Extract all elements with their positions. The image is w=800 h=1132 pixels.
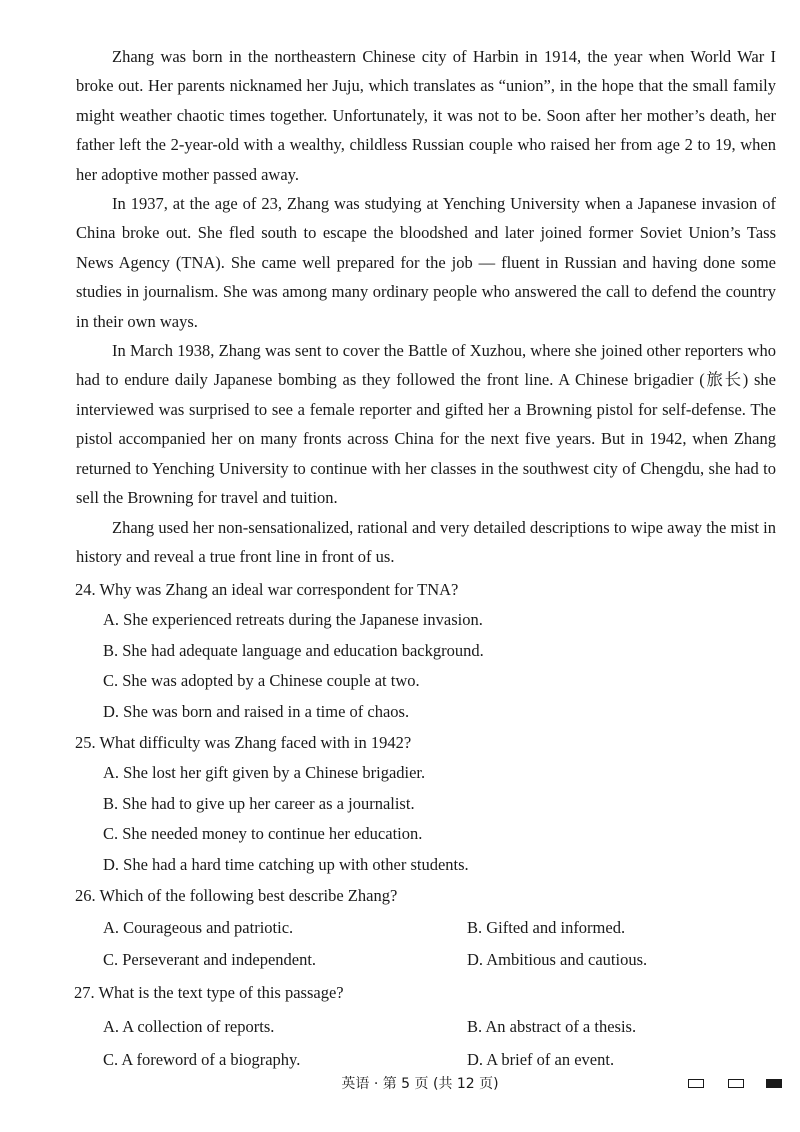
empty-box-icon	[728, 1079, 744, 1088]
option-grid	[76, 1010, 776, 1076]
option-a: A. She experienced retreats during the Japanese invasion.	[103, 610, 483, 629]
passage-paragraph-1: Zhang was born in the northeastern Chinese city of Harbin in 1914, the year when World War I broke out. Her parents nicknamed her Juju, which translates as “union”, in the hope that the small family might weather chaotic times together. Unfortunately, it was not to be. Soon after her mother’s death, her father left the 2-year-old with a wealthy, childless Russian couple who raised her from age 2 to 19, when her adoptive mother passed away.	[76, 47, 776, 184]
option-b: B. An abstract of a thesis.	[467, 1017, 637, 1036]
empty-box-icon	[688, 1079, 704, 1088]
option-c: C. A foreword of a biography.	[103, 1050, 301, 1069]
question-stem: 27. What is the text type of this passage?	[74, 983, 344, 1002]
option-a: A. She lost her gift given by a Chinese brigadier.	[103, 763, 426, 782]
question-25	[76, 727, 776, 880]
option-a: A. A collection of reports.	[103, 1017, 275, 1036]
question-stem: 26. Which of the following best describe Zhang?	[75, 886, 398, 905]
passage-paragraph-2: In 1937, at the age of 23, Zhang was studying at Yenching University when a Japanese invasion of China broke out. She fled south to escape the bloodshed and later joined former Soviet Union’s Tass News Agency (TNA). She came well prepared for the job — fluent in Russian and having done some studies in journalism. She was among many ordinary people who answered the call to defend the country in their own ways.	[76, 194, 776, 331]
option-d: D. A brief of an event.	[467, 1050, 615, 1069]
option-b: B. Gifted and informed.	[467, 918, 626, 937]
question-27	[76, 976, 776, 1076]
passage-paragraph-3: In March 1938, Zhang was sent to cover the Battle of Xuzhou, where she joined other reporters who had to endure daily Japanese bombing as they followed the front line. A Chinese brigadier (旅长) she interviewed was surprised to see a female reporter and gifted her a Browning pistol for self-defense. The pistol accompanied her on many fronts across China for the next five years. But in 1942, when Zhang returned to Yenching University to continue with her classes in the southwest city of Chengdu, she had to sell the Browning for travel and tuition.	[76, 341, 776, 508]
option-a: A. Courageous and patriotic.	[103, 918, 294, 937]
option-b: B. She had adequate language and education background.	[103, 640, 484, 660]
option-b: B. She had to give up her career as a journalist.	[103, 793, 415, 813]
question-24	[76, 574, 776, 727]
question-stem: 24. Why was Zhang an ideal war correspondent for TNA?	[75, 580, 459, 599]
option-c: C. She was adopted by a Chinese couple at two.	[103, 671, 420, 690]
question-26	[76, 880, 776, 976]
option-c: C. Perseverant and independent.	[103, 950, 317, 969]
option-grid	[76, 912, 776, 976]
option-d: D. Ambitious and cautious.	[467, 950, 648, 969]
option-d: D. She was born and raised in a time of chaos.	[103, 701, 410, 721]
filled-box-icon	[766, 1079, 782, 1088]
passage-paragraph-4: Zhang used her non-sensationalized, rational and very detailed descriptions to wipe away the mist in history and reveal a true front line in front of us.	[76, 517, 776, 566]
option-c: C. She needed money to continue her education.	[103, 824, 423, 843]
question-list	[76, 574, 776, 1076]
page-footer	[0, 1072, 800, 1096]
option-d: D. She had a hard time catching up with other students.	[103, 854, 469, 874]
question-stem: 25. What difficulty was Zhang faced with in 1942?	[75, 733, 412, 752]
page-number-label: 英语 · 第 5 页 (共 12 页)	[341, 1076, 499, 1092]
reading-passage	[76, 42, 776, 571]
